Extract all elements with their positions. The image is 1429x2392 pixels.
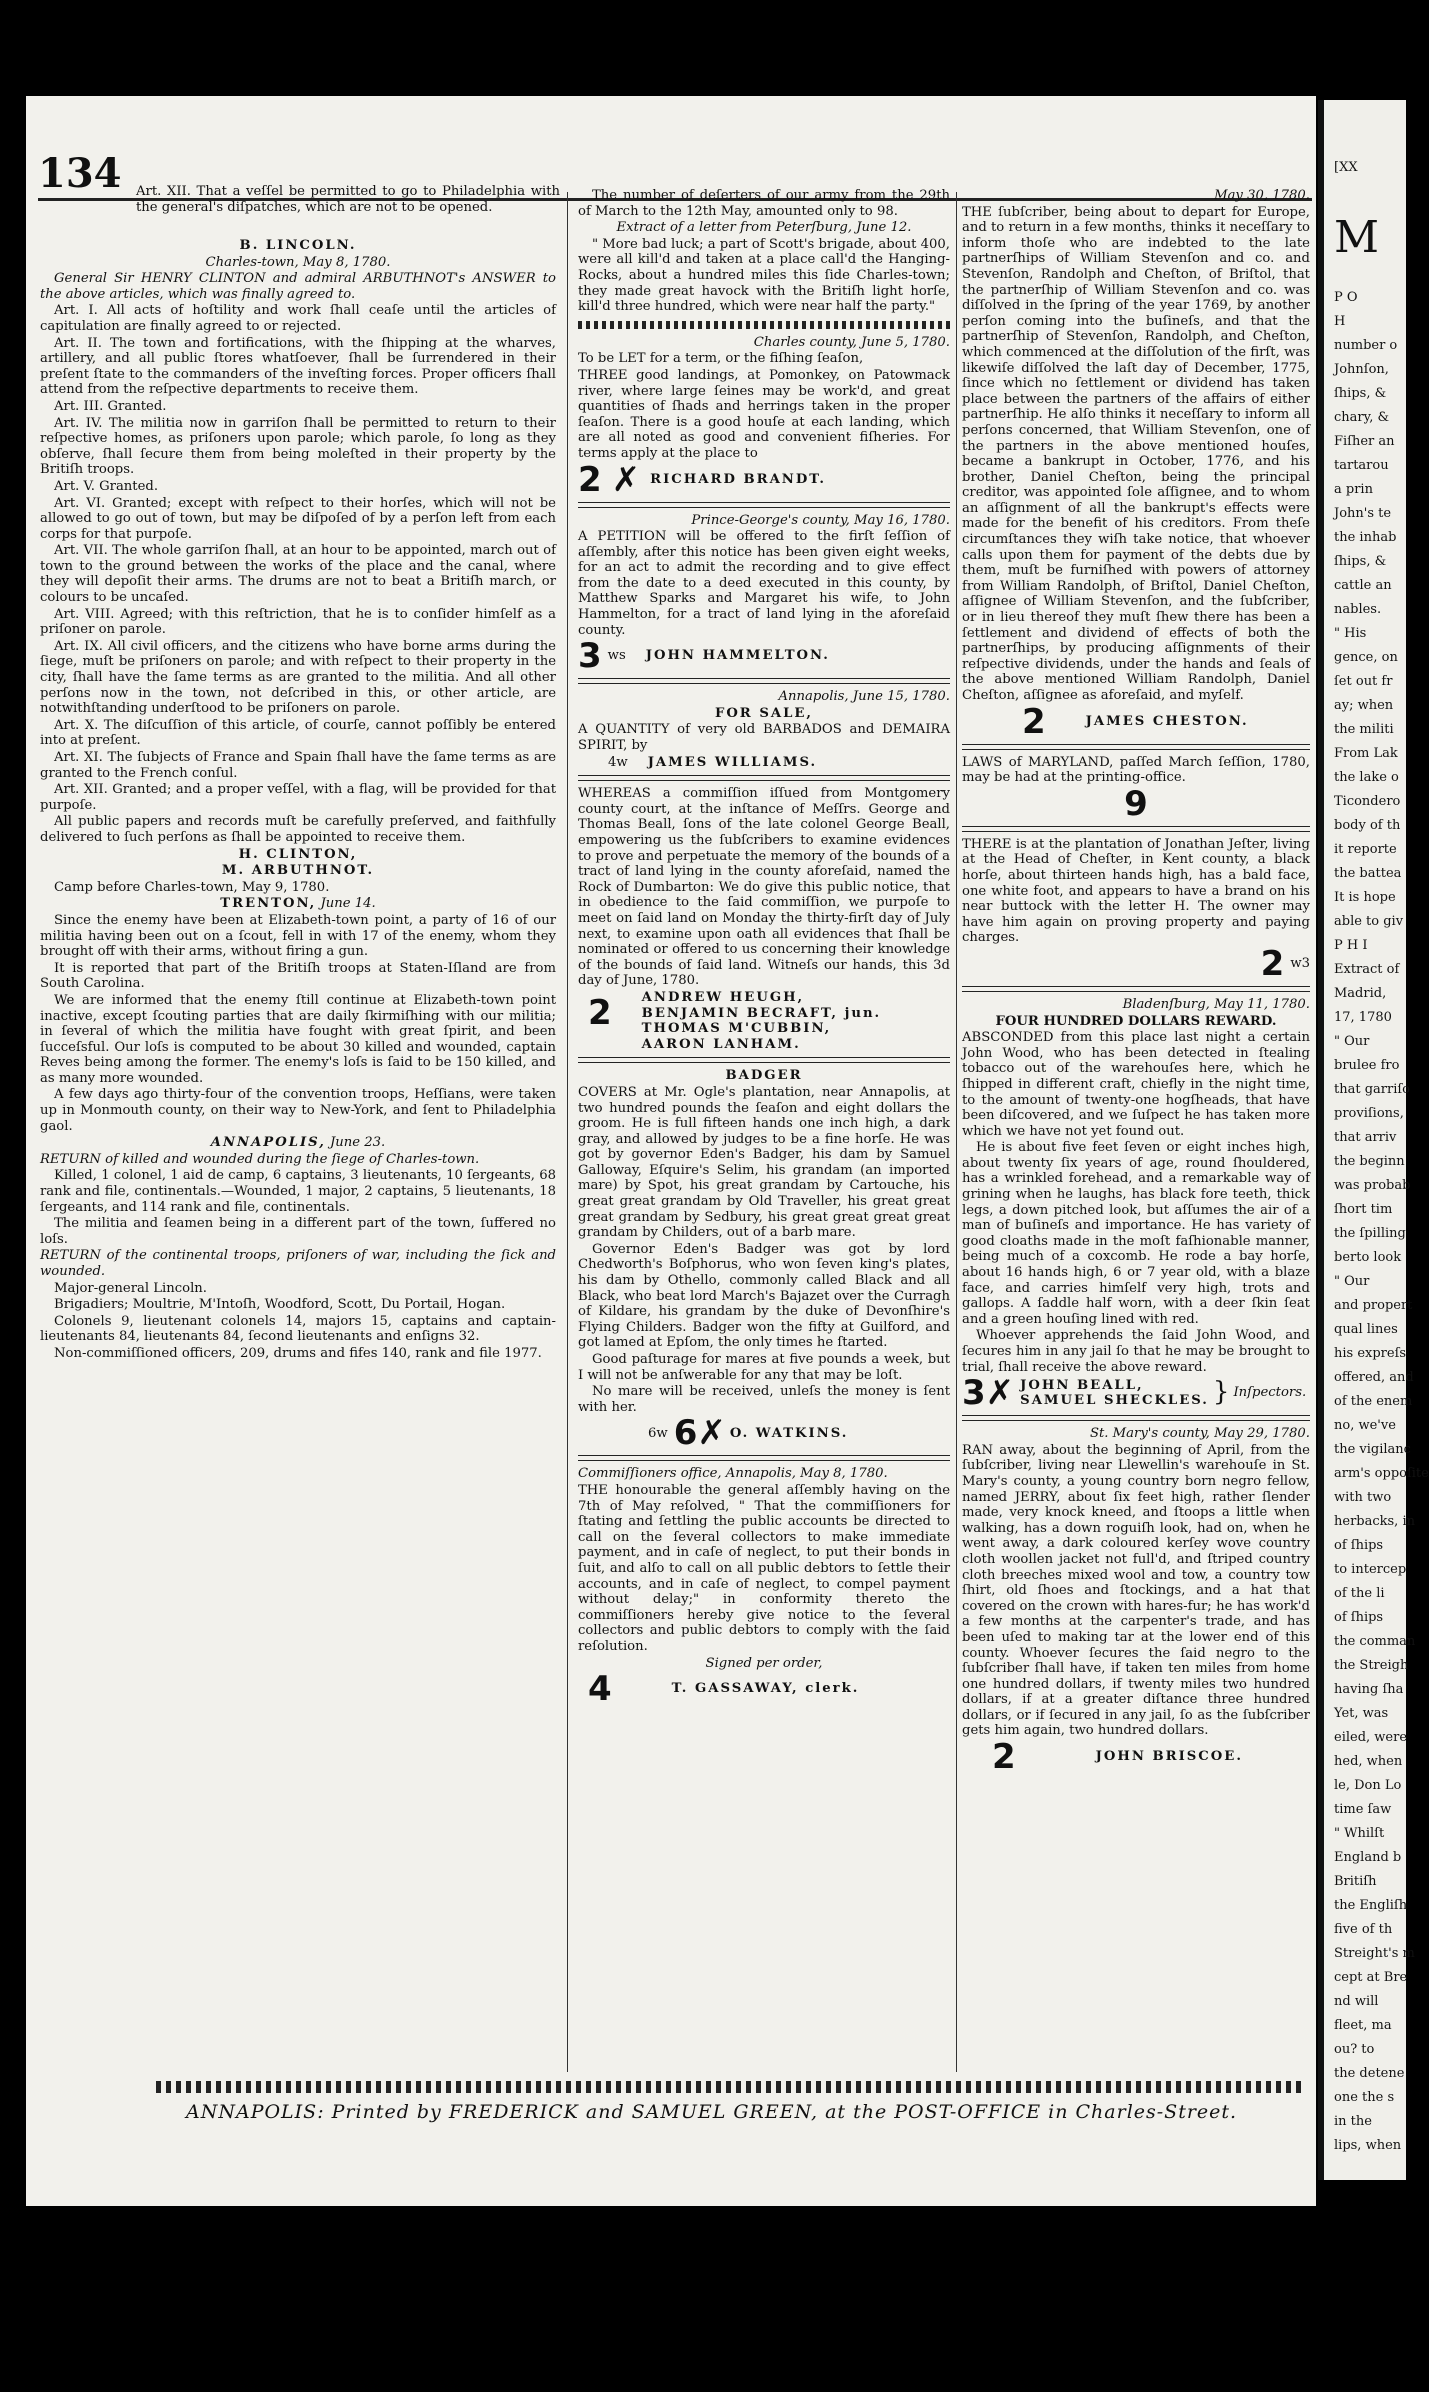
ad-body: THREE good landings, at Pomonkey, on Patowmack river, where large ſeines may be work'd, and great quantities of ſhads and herrings taken in the proper ſeaſon. There is a good houſe at each landing, which are all noted as good and convenient fiſheries. For terms apply at the place to [578, 367, 950, 461]
adjacent-page-text-fragment: Ticondero [1334, 794, 1401, 809]
ad-signature-row [962, 1737, 1310, 1778]
dateline: Charles-town, May 8, 1780. [205, 254, 391, 270]
handwritten-mark: 9 [1124, 783, 1148, 824]
adjacent-page-text-fragment: the battea [1334, 866, 1402, 881]
extract-body: " More bad luck; a part of Scott's brigade, about 400, were all kill'd and taken at a place call'd the Hanging-Rocks, about a hundred miles this ſide Charles-town; they made great havock with the Britiſh light horſe, kill'd three hundred, which were near half the party." [578, 236, 950, 315]
adjacent-page-text-fragment: Streight's m [1334, 1946, 1415, 1961]
adjacent-page-text-fragment: the vigilanc [1334, 1442, 1411, 1457]
ad-heading: FOUR HUNDRED DOLLARS REWARD. [995, 1013, 1277, 1029]
trenton-date: June 14. [320, 896, 376, 912]
adjacent-page-text-fragment: ſet out fr [1334, 674, 1393, 689]
adjacent-page-text-fragment: England b [1334, 1850, 1402, 1865]
ad-dateline: St. Mary's county, May 29, 1780. [1089, 1426, 1310, 1442]
ad-dateline: Prince-George's county, May 16, 1780. [691, 512, 950, 528]
rule [578, 775, 950, 781]
adjacent-page-text-fragment: the Engliſh [1334, 1898, 1408, 1913]
return-line: Major-general Lincoln. [54, 1280, 207, 1296]
article: Art. XI. The ſubjects of France and Spain ſhall have the ſame terms as are granted to the French conſul. [40, 750, 556, 781]
witness-name: ANDREW HEUGH, [641, 989, 805, 1005]
column-1-body [40, 238, 556, 1363]
insertion-code: 6w [648, 1425, 668, 1441]
answer-title: General Sir HENRY CLINTON and admiral ARBUTHNOT's ANSWER to the above articles, which was finally agreed to. [40, 271, 556, 302]
adjacent-page-text-fragment: From Lak [1334, 746, 1398, 761]
rule [962, 986, 1310, 992]
column-3 [962, 188, 1310, 1778]
handwritten-mark: 3 [962, 1373, 986, 1414]
adjacent-page-text-fragment: and propert [1334, 1298, 1413, 1313]
ad-signature-row [578, 755, 950, 771]
return-title: RETURN of the continental troops, priſoners of war, including the ſick and wounded. [40, 1248, 556, 1279]
article: Art. III. Granted. [54, 398, 167, 414]
handwritten-cross: ✗ [697, 1413, 726, 1454]
adjacent-page-text-fragment: the comman [1334, 1634, 1416, 1649]
newspaper-page [26, 96, 1316, 2206]
handwritten-mark: 2 [992, 1737, 1016, 1778]
adjacent-page-text-fragment: the ſpilling [1334, 1226, 1406, 1241]
adjacent-page-text-fragment: fleet, ma [1334, 2018, 1392, 2033]
ad-signature-row [578, 1669, 950, 1710]
inspector-names [1020, 1378, 1209, 1409]
adjacent-page-text-fragment: the detene [1334, 2066, 1405, 2081]
adjacent-page-text-fragment: the militi [1334, 722, 1394, 737]
trenton-title: TRENTON, [220, 896, 317, 912]
adjacent-page-text-fragment: to intercep [1334, 1562, 1407, 1577]
ad-heading: FOR SALE, [714, 705, 814, 721]
handwritten-mark: 3 [578, 636, 602, 677]
adjacent-page-text-fragment: having ſha [1334, 1682, 1404, 1697]
signed-line: Signed per order, [705, 1655, 823, 1671]
news-paragraph: A few days ago thirty-four of the convention troops, Heſſians, were taken up in Monmouth county, on their way to New-York, and ſent to Philadelphia gaol. [40, 1087, 556, 1134]
article: Art. X. The diſcuſſion of this article, of courſe, cannot poſſibly be entered into at preſent. [40, 717, 556, 749]
ad-signature: T. GASSAWAY, clerk. [671, 1681, 860, 1697]
handwritten-mark: 6 [673, 1413, 698, 1454]
witness-name: THOMAS M'CUBBIN, [641, 1021, 832, 1037]
article: Art. VIII. Agreed; with this reſtriction, that he is to conſider himſelf as a priſoner on parole. [40, 606, 556, 638]
adjacent-page-text-fragment: nd will [1334, 1994, 1379, 2009]
witness-name: BENJAMIN BECRAFT, jun. [641, 1005, 882, 1021]
ad-signature-row [578, 459, 950, 500]
deserters-notice: The number of deſerters of our army from the 29th of March to the 12th May, amounted only to 98. [578, 188, 950, 219]
adjacent-page-text-fragment: Yet, was [1334, 1706, 1389, 1721]
column-1 [136, 184, 560, 216]
ad-signature-row [962, 1373, 1310, 1414]
return-line: Brigadiers; Moultrie, M'Intoſh, Woodford, Scott, Du Portail, Hogan. [54, 1297, 506, 1313]
adjacent-page-text-fragment: of the li [1334, 1586, 1385, 1601]
ad-intro: To be LET for a term, or the fiſhing ſeaſon, [578, 351, 864, 367]
news-paragraph: We are informed that the enemy ſtill continue at Elizabeth-town point inactive, except ſcouting parties that are daily ſkirmiſhing with our militia; in ſeveral of which the militia have fought with great ſpirit, and been ſucceſsful. Our loſs is computed to be about 30 killed and wounded, captain Reves being among the former. The enemy's loſs is ſaid to be 150 killed, and as many more wounded. [40, 992, 556, 1086]
ad-body: WHEREAS a commiſſion iſſued from Montgomery county court, at the inſtance of Meſſrs. George and Thomas Beall, ſons of the late colonel George Beall, empowering us the ſubſcribers to examine evidences to prove and perpetuate the memory of the bounds of a tract of land lying in the county aforeſaid, named the Rock of Dumbarton: We do give this public notice, that in obedience to the ſaid commiſſion, we purpoſe to meet on ſaid land on Monday the thirty-firſt day of July next, to examine upon oath all evidences that ſhall be nominated or offered to us concerning their knowledge of the bounds of ſaid land. Witneſs our hands, this 3d day of June, 1780. [578, 786, 950, 989]
adjacent-page-text-fragment: M [1334, 212, 1380, 263]
column-divider [567, 192, 568, 2072]
annapolis-title: ANNAPOLIS, [210, 1135, 326, 1151]
insertion-code: ws [607, 648, 626, 664]
return-title: RETURN of killed and wounded during the ſiege of Charles-town. [40, 1151, 480, 1167]
article: Art. XII. Granted; and a proper veſſel, with a flag, will be provided for that purpoſe. [40, 782, 556, 813]
article: Art. V. Granted. [54, 478, 159, 494]
ad-dateline: Bladenſburg, May 11, 1780. [1122, 996, 1310, 1012]
adjacent-page-text-fragment: offered, and [1334, 1370, 1414, 1385]
adjacent-page-text-fragment: herbacks, in [1334, 1514, 1415, 1529]
adjacent-page-text-fragment: chary, & [1334, 410, 1390, 425]
ad-signature: RICHARD BRANDT. [650, 471, 827, 487]
insertion-code: 4w [608, 754, 628, 770]
ad-body: ABSCONDED from this place last night a certain John Wood, who has been detected in ſtealing tobacco out of the warehouſes here, which he ſhipped in different craft, chiefly in the night time, to the amount of twenty-one hogſheads, that have been diſcovered, and we ſuſpect he has taken more which we have not yet found out. [962, 1030, 1310, 1139]
ad-body: A QUANTITY of very old BARBADOS and DEMAIRA SPIRIT, by [578, 722, 950, 754]
adjacent-page-text-fragment: that garriſo [1334, 1082, 1411, 1097]
adjacent-page-edge [1318, 100, 1429, 2180]
handwritten-mark: 2 [1022, 701, 1046, 742]
adjacent-page-text-fragment: qual lines [1334, 1322, 1398, 1337]
extract-title: Extract of a letter from Peterſburg, June 12. [616, 220, 912, 236]
insertion-code: w3 [1290, 956, 1310, 972]
adjacent-page-text-fragment: [XX [1334, 160, 1358, 175]
adjacent-page-text-fragment: John's te [1334, 506, 1392, 521]
ad-dateline: Commiſſioners office, Annapolis, May 8, 1780. [578, 1466, 888, 1482]
rule [578, 1057, 950, 1063]
handwritten-cross: ✗ [985, 1373, 1015, 1414]
article: Art. II. The town and fortifications, with the ſhipping at the wharves, artillery, and all public ſtores whatſoever, ſhall be ſurrendered in their preſent ſtate to the commanders of the inveſting forces. Proper officers ſhall attend from the reſpective departments to receive them. [40, 335, 556, 398]
ad-body: Governor Eden's Badger was got by lord Chedworth's Boſphorus, who won ſeven king's plates, his dam by Othello, commonly called Black and all Black, who beat lord March's Bajazet over the Curragh of Kildare, his grandam by the duke of Devonſhire's Flying Childers. Badger won the fifty at Guilford, and got lamed at Epſom, the only times he ſtarted. [578, 1241, 950, 1351]
adjacent-page-text-fragment: Britiſh [1334, 1874, 1377, 1889]
ad-body: LAWS of MARYLAND, paſſed March ſeſſion, 1780, may be had at the printing-office. [962, 754, 1310, 786]
adjacent-page-text-fragment: ſhips, & [1334, 386, 1387, 401]
rule [962, 744, 1310, 750]
adjacent-page-text-fragment: proviſions, [1334, 1106, 1404, 1121]
adjacent-page-text-fragment: was probab [1334, 1178, 1411, 1193]
adjacent-page-text-fragment: le, Don Lo [1334, 1778, 1402, 1793]
adjacent-page-text-fragment: cept at Bre [1334, 1970, 1408, 1985]
ad-body: COVERS at Mr. Ogle's plantation, near Annapolis, at two hundred pounds the ſeaſon and eight dollars the groom. He is full fifteen hands one inch high, a dark gray, and allowed by judges to be a fine horſe. He was got by governor Eden's Badger, his dam by Samuel Galloway, Eſquire's Selim, his grandam (an imported mare) by Spot, his great grandam by Cartouche, his great great grandam by Old Traveller, his great great great grandam by Sedbury, his great great great great grandam by Childers, out of a barb mare. [578, 1084, 950, 1241]
ad-signature: JAMES WILLIAMS. [647, 754, 818, 770]
annapolis-date: June 23. [330, 1135, 386, 1151]
ad-body: A PETITION will be offered to the firſt ſeſſion of aſſembly, after this notice has been given eight weeks, for an act to admit the recording and to give effect from the date to a deed executed in this county, by Matthew Sparks and Margaret his wife, to John Hammelton, for a tract of land lying in the aforeſaid county. [578, 529, 950, 638]
adjacent-page-text-fragment: the lake o [1334, 770, 1399, 785]
adjacent-page-text-fragment: " Whilſt [1334, 1826, 1385, 1841]
ad-signature-row [962, 943, 1310, 984]
ad-signature: JOHN BRISCOE. [1095, 1749, 1243, 1765]
ad-signature: JAMES CHESTON. [1085, 713, 1249, 729]
ornament-rule [578, 321, 950, 329]
ad-body: THE ſubſcriber, being about to depart for Europe, and to return in a few months, thinks it neceſſary to inform thoſe who are indebted to the late partnerſhips of William Stevenſon and co. and Stevenſon, Randolph and Cheſton, of Briſtol, that the partnerſhip of William Stevenſon and co. was diſſolved in the ſpring of the year 1769, by another perſon coming into the buſineſs, and that the partnerſhip of Stevenſon, Randolph, and Cheſton, which commenced at the diſſolution of the firſt, was likewiſe diſſolved the laſt day of December, 1775, ſince which no ſettlement or dividend has taken place between the partners of the affairs of either partnerſhip. He alſo thinks it neceſſary to inform all perſons concerned, that William Stevenſon, one of the partners in the above mentioned houſes, became a bankrupt in October, 1776, and his brother, Daniel Cheſton, being the principal creditor, was appointed ſole aſſignee, and to whom an aſſignment of all the bankrupt's effects were made for the benefit of his creditors. From theſe circumſtances they wiſh take notice, that whoever calls upon them for payment of the debts due by them, muſt be furniſhed with powers of attorney from William Randolph, of Briſtol, Daniel Cheſton, aſſignee of William Stevenſon, and the ſubſcriber, or in lieu thereof they muſt ſhew there has been a ſettlement and dividend of effects of both the partnerſhips, by producing aſſignments of their reſpective dividends, under the hands and ſeals of the above mentioned William Randolph, Daniel Cheſton, aſſignee as aforeſaid, and myſelf. [962, 204, 1310, 703]
ad-body: RAN away, about the beginning of April, from the ſubſcriber, living near Llewellin's warehouſe in St. Mary's county, a young country born negro fellow, named JERRY, about ſix feet high, rather ſlender made, very knock kneed, and ſtoops a little when walking, has a down roguiſh look, had on, when he went away, a dark coloured kerſey wove country cloth woollen jacket not full'd, and ſtriped country cloth breeches mixed wool and tow, a country tow ſhirt, old ſhoes and ſtockings, and a hat that covered on the crown with hares-fur; he has work'd a few months at the carpenter's trade, and has been uſed to making tar at the lower end of this county. Whoever ſecures the ſaid negro to the ſubſcriber ſhall have, if taken ten miles from home one hundred dollars, if twenty miles two hundred dollars, if at a greater diſtance three hundred dollars, or if ſecured in any jail, ſo as the ſubſcriber gets him again, two hundred dollars. [962, 1442, 1310, 1739]
ad-signature-block [578, 990, 950, 1052]
article: Art. IV. The militia now in garriſon ſhall be permitted to return to their reſpective homes, as priſoners upon parole; which parole, ſo long as they obſerve, ſhall ſecure them from being moleſted in their property by the Britiſh troops. [40, 415, 556, 478]
ad-signature-row [578, 636, 950, 677]
ad-dateline: May 30, 1780. [1214, 188, 1310, 203]
witness-name: AARON LANHAM. [641, 1036, 801, 1052]
ad-dateline: Charles county, June 5, 1780. [753, 334, 950, 350]
adjacent-page-text-fragment: in the [1334, 2114, 1372, 2129]
adjacent-page-text-fragment: Fiſher an [1334, 434, 1395, 449]
adjacent-page-text-fragment: the beginn [1334, 1154, 1405, 1169]
adjacent-page-text-fragment: Johnſon, [1334, 362, 1389, 377]
ad-dateline: Annapolis, June 15, 1780. [778, 689, 950, 705]
adjacent-page-text-fragment: berto look [1334, 1250, 1402, 1265]
adjacent-page-text-fragment: five of th [1334, 1922, 1393, 1937]
adjacent-page-text-fragment: ou? to [1334, 2042, 1375, 2057]
ad-body: No mare will be received, unleſs the money is ſent with her. [578, 1384, 950, 1415]
ad-body: He is about five feet ſeven or eight inches high, about twenty ſix years of age, round ſhouldered, has a wrinkled forehead, and a remarkable way of grining when he laughs, has black fore teeth, thick legs, a down pitched look, but aſſumes the air of a man of buſineſs and importance. He has variety of good cloaths made in the moſt faſhionable manner, being much of a coxcomb. He rode a bay horſe, about 16 hands high, 6 or 7 year old, with a blaze face, and carries himſelf very high, trots and gallops. A ſaddle half worn, with a deer ſkin ſeat and a green houſing lined with red. [962, 1140, 1310, 1327]
adjacent-page-text-fragment: it reporte [1334, 842, 1397, 857]
annapolis-heading [40, 1135, 556, 1151]
brace: } [1212, 1377, 1230, 1408]
rule [578, 1455, 950, 1461]
adjacent-page-text-fragment: that arriv [1334, 1130, 1397, 1145]
ad-signature-row [578, 1413, 950, 1454]
article: Art. VII. The whole garriſon ſhall, at an hour to be appointed, march out of town to the ground between the works of the place and the canal, where they will depoſit their arms. The drums are not to beat a Britiſh march, or colours to be uncaſed. [40, 543, 556, 606]
witness-names [642, 990, 881, 1052]
footer-ornament [156, 2081, 1306, 2093]
adjacent-page-text-fragment: of ſhips [1334, 1538, 1384, 1553]
handwritten-mark: 2 [578, 459, 602, 500]
ad-body: Good paſturage for mares at five pounds a week, but I will not be anſwerable for any that may be loſt. [578, 1352, 950, 1383]
adjacent-page-text-fragment: able to giv [1334, 914, 1404, 929]
adjacent-page-text-fragment: time ſaw [1334, 1802, 1392, 1817]
adjacent-page-text-fragment: gence, on [1334, 650, 1398, 665]
adjacent-page-text-fragment: of the enem [1334, 1394, 1413, 1409]
rule [578, 678, 950, 684]
ad-body: THE honourable the general aſſembly having on the 7th of May reſolved, " That the commiſſioners for ſtating and ſettling the public accounts be directed to call on the ſeveral collectors to make immediate payment, and in caſe of neglect, to put their bonds in ſuit, and alſo to call on all public debtors to ſettle their accounts, and in caſe of neglect, to compel payment without delay;" in conformity thereto the commiſſioners hereby give notice to the ſeveral collectors and public debtors to comply with the ſaid reſolution. [578, 1482, 950, 1654]
adjacent-page-text-fragment: of ſhips [1334, 1610, 1384, 1625]
rule [962, 826, 1310, 832]
return-line: Colonels 9, lieutenant colonels 14, majors 15, captains and captain-lieutenants 84, lieutenants 84, ſecond lieutenants and enſigns 32. [40, 1313, 556, 1345]
handwritten-cross: ✗ [611, 459, 641, 500]
rule [578, 502, 950, 508]
adjacent-page-text-fragment: nables. [1334, 602, 1382, 617]
adjacent-page-text-fragment: P O [1334, 290, 1358, 305]
adjacent-page-text-fragment: It is hope [1334, 890, 1396, 905]
adjacent-page-text-fragment: a prin [1334, 482, 1373, 497]
signature-lincoln: B. LINCOLN. [239, 238, 357, 253]
adjacent-page-text-fragment: one the s [1334, 2090, 1395, 2105]
news-paragraph: Since the enemy have been at Elizabeth-town point, a party of 16 of our militia having been out on a ſcout, fell in with 17 of the enemy, whom they brought off with their arms, without firing a gun. [40, 912, 556, 960]
adjacent-page-text-fragment: P H I [1334, 938, 1368, 953]
ad-body: Whoever apprehends the ſaid John Wood, and ſecures him in any jail ſo that he may be brought to trial, ſhall receive the above reward. [962, 1328, 1310, 1375]
handwritten-mark: 2 [588, 992, 612, 1033]
handwritten-mark: 2 [1260, 943, 1285, 984]
inspectors-label: Inſpectors. [1233, 1385, 1307, 1401]
adjacent-page-text-fragment: body of th [1334, 818, 1401, 833]
news-paragraph: It is reported that part of the Britiſh troops at Staten-Iſland are from South Carolina. [40, 960, 556, 992]
adjacent-page-text-fragment: Extract of [1334, 962, 1400, 977]
ad-signature-row [962, 701, 1310, 742]
adjacent-page-text-fragment: 17, 1780 [1334, 1010, 1392, 1025]
adjacent-page-text-fragment: the Streigh [1334, 1658, 1409, 1673]
adjacent-page-text-fragment: ſhort tim [1334, 1202, 1393, 1217]
ad-signature: JOHN HAMMELTON. [645, 648, 830, 664]
adjacent-page-text-fragment: lips, when [1334, 2138, 1402, 2153]
adjacent-page-text-fragment: brulee fro [1334, 1058, 1400, 1073]
page-number: 134 [38, 150, 122, 197]
signature-clinton: H. CLINTON, [238, 846, 358, 862]
adjacent-page-text-fragment: " Our [1334, 1274, 1370, 1289]
rule [962, 1415, 1310, 1421]
adjacent-page-text-fragment: " His [1334, 626, 1367, 641]
column-2 [578, 188, 950, 1710]
adjacent-page-text-fragment: the inhab [1334, 530, 1397, 545]
ad-heading: BADGER [725, 1068, 803, 1084]
trenton-heading [40, 896, 556, 912]
inspector-name: SAMUEL SHECKLES. [1020, 1393, 1209, 1409]
printer-imprint: ANNAPOLIS: Printed by FREDERICK and SAMUEL GREEN, at the POST-OFFICE in Charles-Street. [186, 2101, 1238, 2123]
adjacent-page-text-fragment: hed, when [1334, 1754, 1403, 1769]
adjacent-page-text-fragment: his expreſs [1334, 1346, 1407, 1361]
adjacent-page-text-fragment: arm's oppoſite [1334, 1466, 1429, 1481]
inspector-name: JOHN BEALL, [1020, 1377, 1144, 1393]
article: Art. IX. All civil officers, and the citizens who have borne arms during the ſiege, muſt be priſoners on parole; and with reſpect to their property in the city, ſhall have the ſame terms as are granted to the militia. And all other perſons now in the town, not deſcribed in this, or other article, are notwithſtanding underſtood to be priſoners on parole. [40, 638, 556, 717]
camp-line: Camp before Charles-town, May 9, 1780. [54, 879, 330, 895]
adjacent-page-text-fragment: eiled, were [1334, 1730, 1408, 1745]
return-body: Killed, 1 colonel, 1 aid de camp, 6 captains, 3 lieutenants, 10 ſergeants, 68 rank and file, continentals.—Wounded, 1 major, 2 captains, 5 lieutenants, 18 ſergeants, and 114 rank and file, continentals. [40, 1168, 556, 1215]
article: All public papers and records muſt be carefully preſerved, and faithfully delivered to ſuch perſons as ſhall be appointed to receive them. [40, 814, 556, 845]
article-12-top: Art. XII. That a veſſel be permitted to go to Philadelphia with the general's diſpatches, which are not to be opened. [136, 184, 560, 215]
adjacent-page-text-fragment: Madrid, [1334, 986, 1387, 1001]
adjacent-page-text-fragment: with two [1334, 1490, 1392, 1505]
return-line: Non-commiſſioned officers, 209, drums and fifes 140, rank and file 1977. [54, 1345, 542, 1361]
adjacent-page-text-fragment: H [1334, 314, 1346, 329]
adjacent-page-text-fragment: number o [1334, 338, 1398, 353]
adjacent-page-text-fragment: ſhips, & [1334, 554, 1387, 569]
adjacent-page-text-fragment: cattle an [1334, 578, 1392, 593]
handwritten-mark: 4 [588, 1669, 612, 1710]
adjacent-page-text-fragment: no, we've [1334, 1418, 1396, 1433]
ad-signature: O. WATKINS. [729, 1425, 849, 1441]
column-divider [956, 192, 957, 2072]
adjacent-page-text-fragment: " Our [1334, 1034, 1370, 1049]
adjacent-page-text-fragment: tartarou [1334, 458, 1389, 473]
return-note: The militia and ſeamen being in a different part of the town, ſuffered no loſs. [40, 1216, 556, 1247]
article: Art. I. All acts of hoſtility and work ſhall ceaſe until the articles of capitulation are finally agreed to or rejected. [40, 303, 556, 334]
article: Art. VI. Granted; except with reſpect to their horſes, which will not be allowed to go out of town, but may be diſpoſed of by a perſon left from each corps for that purpoſe. [40, 495, 556, 542]
ad-body: THERE is at the plantation of Jonathan Jeſter, living at the Head of Cheſter, in Kent county, a black horſe, about thirteen hands high, has a bald face, one white foot, and appears to have a brand on his near buttock with the letter H. The owner may have him again on proving property and paying charges. [962, 836, 1310, 946]
signature-arbuthnot: M. ARBUTHNOT. [221, 863, 375, 879]
adjacent-page-text-fragment: ay; when [1334, 698, 1394, 713]
